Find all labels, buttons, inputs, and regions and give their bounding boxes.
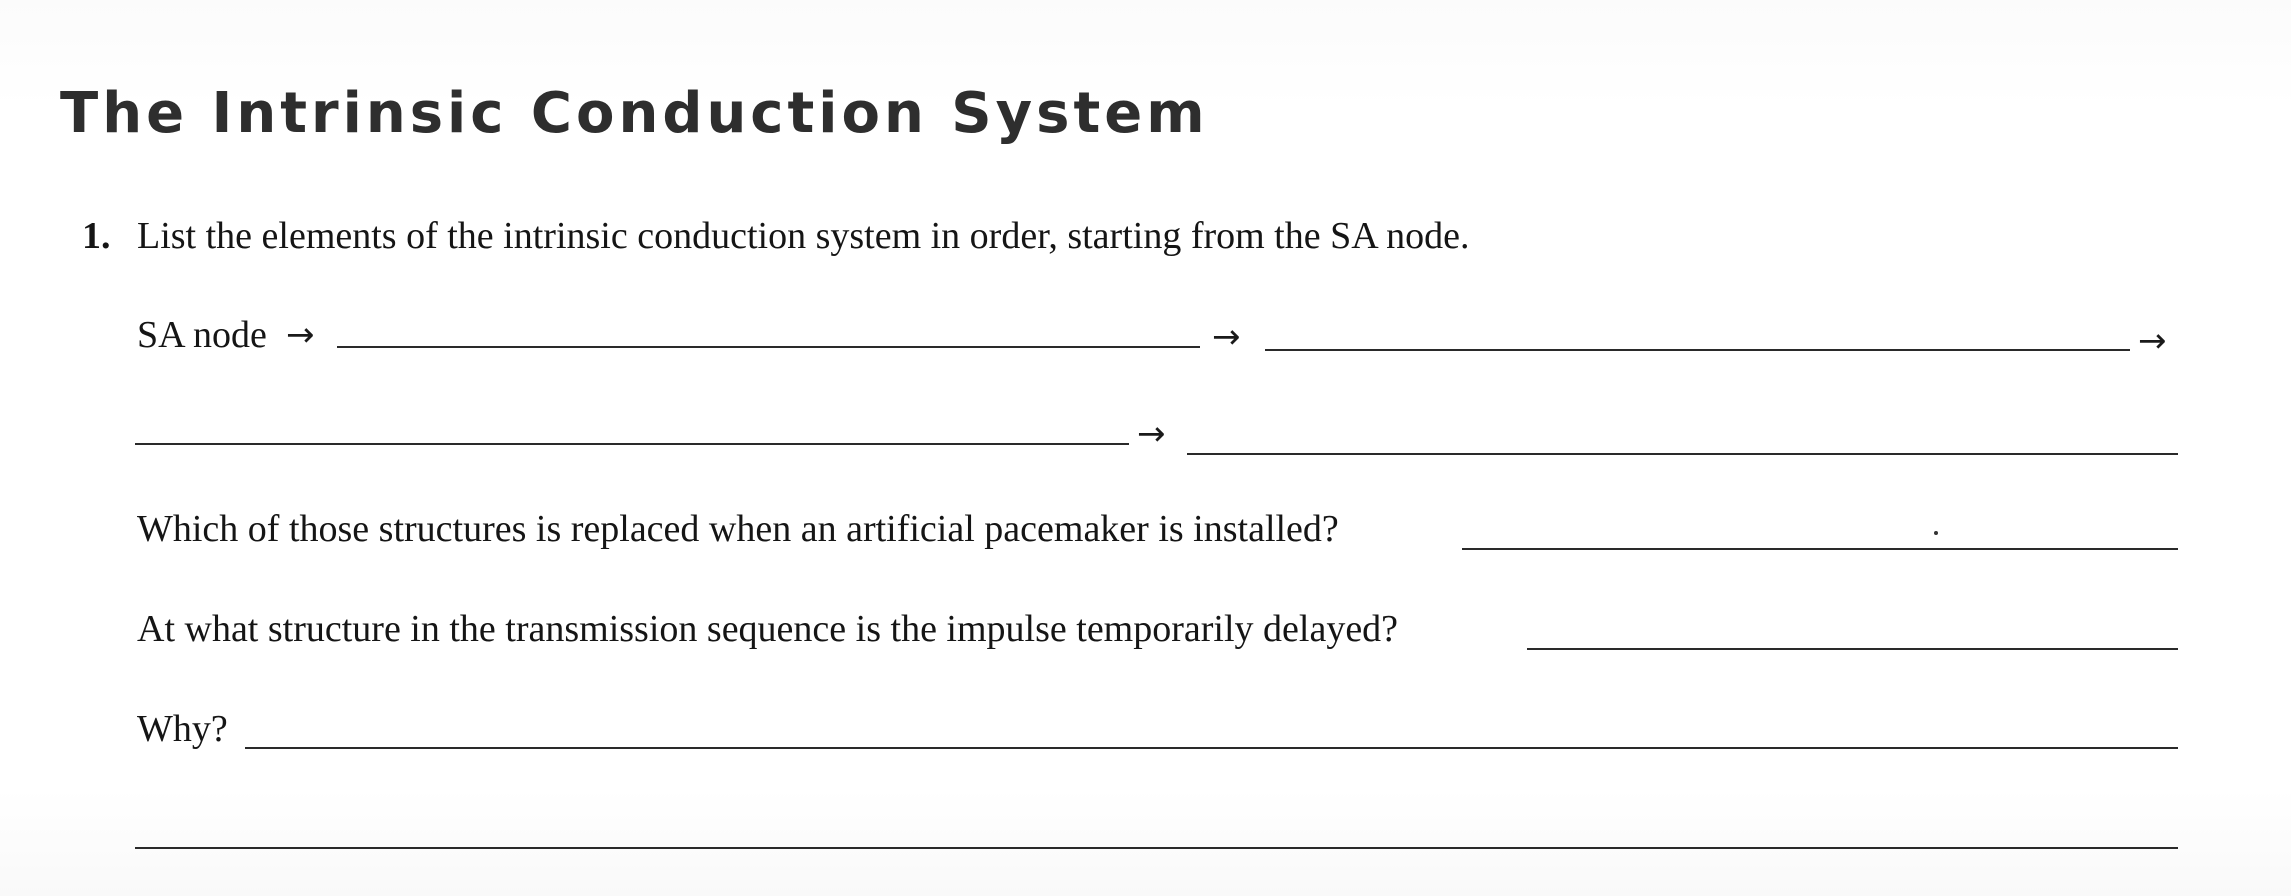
sa-node-label: SA node xyxy=(137,314,267,356)
why-prompt: Why? xyxy=(137,708,228,750)
delay-answer-blank[interactable] xyxy=(1527,648,2178,650)
arrow-icon: → xyxy=(1137,414,1166,454)
arrow-icon: → xyxy=(1212,317,1241,357)
question-text: List the elements of the intrinsic conduction system in order, starting from the SA node. xyxy=(137,215,1470,257)
pacemaker-answer-blank[interactable] xyxy=(1462,548,2178,550)
why-answer-blank-2[interactable] xyxy=(135,847,2178,849)
answer-blank-2[interactable] xyxy=(1265,349,2130,351)
pacemaker-prompt: Which of those structures is replaced when an artificial pacemaker is installed? xyxy=(137,508,1339,550)
answer-blank-4[interactable] xyxy=(1187,453,2178,455)
delay-prompt: At what structure in the transmission sequence is the impulse temporarily delayed? xyxy=(137,608,1399,650)
section-title: The Intrinsic Conduction System xyxy=(60,81,1209,146)
answer-blank-1[interactable] xyxy=(337,346,1200,348)
answer-blank-3[interactable] xyxy=(135,443,1129,445)
paper-speck xyxy=(1934,531,1938,535)
arrow-icon: → xyxy=(2138,321,2167,361)
question-number: 1. xyxy=(82,215,111,257)
arrow-icon: → xyxy=(286,315,315,355)
why-answer-blank-1[interactable] xyxy=(245,747,2178,749)
